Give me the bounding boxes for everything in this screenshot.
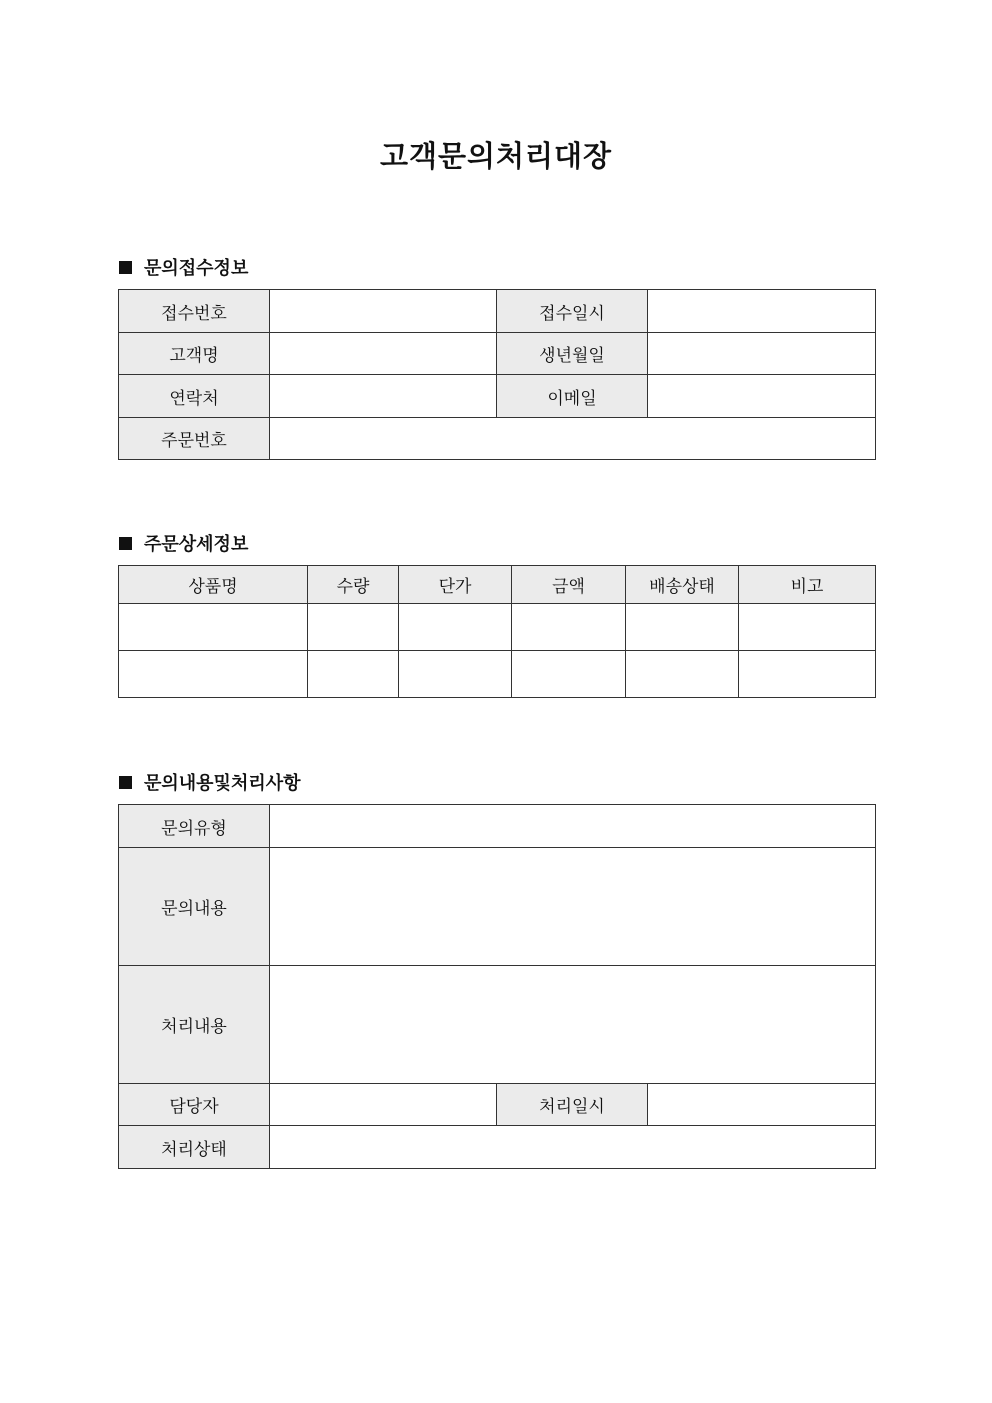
customer-name-field[interactable]: [270, 333, 497, 375]
page-title: 고객문의처리대장: [379, 139, 613, 173]
section-heading-text: 문의접수정보: [144, 258, 249, 279]
section-heading-inquiry-info: [119, 254, 248, 280]
processing-status-field[interactable]: [270, 1126, 876, 1169]
label-processing-content: 처리내용: [119, 966, 270, 1084]
inquiry-content-field[interactable]: [270, 848, 876, 966]
label-inquiry-content: 문의내용: [119, 848, 270, 966]
section-heading-inquiry-processing: [119, 769, 301, 795]
receipt-no-field[interactable]: [270, 290, 497, 333]
product-cell[interactable]: [119, 604, 308, 651]
unit-price-cell[interactable]: [399, 651, 512, 698]
table-row: [119, 651, 876, 698]
remarks-cell[interactable]: [739, 651, 876, 698]
inquiry-processing-table: [118, 804, 876, 1169]
contact-field[interactable]: [270, 375, 497, 418]
birth-date-field[interactable]: [648, 333, 876, 375]
column-header-delivery-status: 배송상태: [626, 566, 739, 604]
column-header-amount: 금액: [512, 566, 626, 604]
section-heading-text: 주문상세정보: [144, 534, 249, 555]
square-bullet-icon: [119, 537, 132, 550]
label-birth-date: 생년월일: [497, 333, 648, 375]
remarks-cell[interactable]: [739, 604, 876, 651]
manager-field[interactable]: [270, 1084, 497, 1126]
label-email: 이메일: [497, 375, 648, 418]
section-heading-order-detail: [119, 530, 248, 556]
table-row: [119, 604, 876, 651]
label-manager: 담당자: [119, 1084, 270, 1126]
column-header-product: 상품명: [119, 566, 308, 604]
receipt-datetime-field[interactable]: [648, 290, 876, 333]
email-field[interactable]: [648, 375, 876, 418]
label-customer-name: 고객명: [119, 333, 270, 375]
section-heading-text: 문의내용및처리사항: [144, 773, 301, 794]
column-header-quantity: 수량: [308, 566, 399, 604]
column-header-unit-price: 단가: [399, 566, 512, 604]
label-contact: 연락처: [119, 375, 270, 418]
order-no-field[interactable]: [270, 418, 876, 460]
inquiry-info-table: [118, 289, 876, 460]
delivery-status-cell[interactable]: [626, 651, 739, 698]
amount-cell[interactable]: [512, 651, 626, 698]
label-order-no: 주문번호: [119, 418, 270, 460]
label-receipt-no: 접수번호: [119, 290, 270, 333]
processing-datetime-field[interactable]: [648, 1084, 876, 1126]
column-header-remarks: 비고: [739, 566, 876, 604]
label-processing-datetime: 처리일시: [497, 1084, 648, 1126]
quantity-cell[interactable]: [308, 651, 399, 698]
quantity-cell[interactable]: [308, 604, 399, 651]
square-bullet-icon: [119, 261, 132, 274]
processing-content-field[interactable]: [270, 966, 876, 1084]
label-processing-status: 처리상태: [119, 1126, 270, 1169]
square-bullet-icon: [119, 776, 132, 789]
delivery-status-cell[interactable]: [626, 604, 739, 651]
label-inquiry-type: 문의유형: [119, 805, 270, 848]
amount-cell[interactable]: [512, 604, 626, 651]
label-receipt-datetime: 접수일시: [497, 290, 648, 333]
order-detail-table: [118, 565, 876, 698]
product-cell[interactable]: [119, 651, 308, 698]
inquiry-type-field[interactable]: [270, 805, 876, 848]
unit-price-cell[interactable]: [399, 604, 512, 651]
